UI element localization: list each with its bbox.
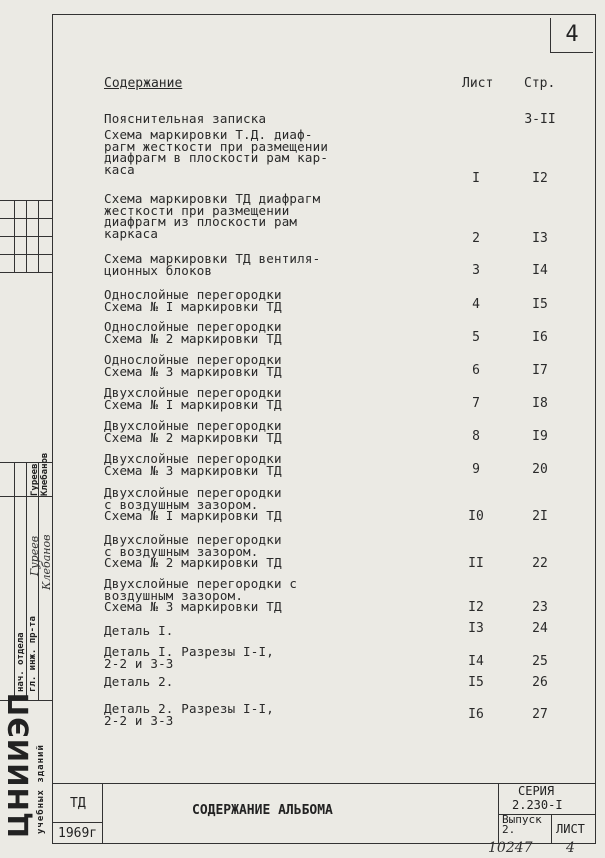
contents-entry: [104, 487, 354, 522]
entry-line: Схема маркировки Т.Д. диаф-: [104, 127, 313, 142]
sheet-label: ЛИСТ: [556, 822, 585, 836]
series-label: СЕРИЯ: [518, 784, 555, 798]
entry-sheet-number: 5: [472, 330, 480, 345]
entry-page-number: 3-II: [524, 112, 556, 127]
entry-sheet-number: 6: [472, 363, 480, 378]
entry-line: воздушным зазором.: [104, 587, 244, 603]
entry-page-number: I8: [532, 396, 548, 411]
entry-line: Деталь I. Разрезы I-I,: [104, 644, 274, 659]
document-code: ТД: [70, 796, 86, 811]
sheet-column-header: Лист: [462, 76, 494, 91]
organization-name: ЦНИИЭП: [2, 691, 35, 838]
entry-page-number: 2I: [532, 509, 548, 524]
entry-line: Деталь 2. Разрезы I-I,: [104, 701, 274, 716]
contents-entry: [104, 420, 354, 443]
issue-label-text: Выпуск: [502, 813, 542, 826]
entry-line: Пояснительная записка: [104, 111, 267, 126]
contents-entry: [104, 387, 354, 410]
entry-page-number: 27: [532, 707, 548, 722]
series-value: 2.230-I: [512, 798, 563, 812]
entry-sheet-number: I6: [468, 707, 484, 722]
page-column-header: Стр.: [524, 76, 556, 91]
entry-sheet-number: 4: [472, 297, 480, 312]
contents-entry: [104, 578, 354, 613]
entry-sheet-number: I4: [468, 654, 484, 669]
entry-sheet-number: 2: [472, 231, 480, 246]
role-chief-engineer: гл. инж. пр-та: [28, 616, 38, 692]
issue-label: [502, 815, 542, 835]
entry-line: Двухслойные перегородки: [104, 532, 282, 547]
contents-entry: [104, 676, 354, 688]
approval-strip: [0, 200, 52, 844]
organization-subtitle: учебных зданий: [36, 744, 46, 834]
entry-line: рагм жесткости при размещении: [104, 138, 329, 154]
entry-line: 2-2 и 3-3: [104, 655, 174, 671]
entry-line: Однослойные перегородки: [104, 287, 282, 302]
entry-line: Схема № I маркировки ТД: [104, 298, 282, 314]
entry-line: Двухслойные перегородки: [104, 451, 282, 466]
contents-entry: [104, 321, 354, 344]
entry-line: диафрагм в плоскости рам кар-: [104, 150, 329, 165]
entry-line: Схема № I маркировки ТД: [104, 396, 282, 412]
entry-page-number: I3: [532, 231, 548, 246]
entry-line: Схема № 2 маркировки ТД: [104, 330, 282, 346]
entry-sheet-number: 8: [472, 429, 480, 444]
role-head-of-department: нач. отдела: [16, 632, 26, 692]
entry-sheet-number: 7: [472, 396, 480, 411]
contents-entry: [104, 453, 354, 476]
entry-sheet-number: II: [468, 556, 484, 571]
entry-line: Схема № I маркировки ТД: [104, 508, 282, 523]
entry-line: Деталь I.: [104, 623, 174, 638]
entry-line: Схема № 3 маркировки ТД: [104, 363, 282, 379]
inventory-number: 10247: [488, 840, 533, 856]
page-number: 4: [550, 18, 593, 53]
name-gureev: Гуреев: [30, 463, 40, 496]
footer-sheet-number: 4: [566, 840, 575, 856]
contents-entry: [104, 625, 354, 637]
entry-line: диафрагм из плоскости рам: [104, 214, 298, 229]
entry-page-number: I7: [532, 363, 548, 378]
entry-sheet-number: I5: [468, 675, 484, 690]
entry-line: каса: [104, 161, 135, 177]
entry-page-number: 26: [532, 675, 548, 690]
entry-line: с воздушным зазором.: [104, 543, 259, 559]
entry-line: Схема № 3 маркировки ТД: [104, 599, 282, 614]
entry-line: ционных блоков: [104, 262, 213, 278]
entry-line: каркаса: [104, 225, 159, 241]
entry-page-number: I4: [532, 263, 548, 278]
contents-entry: [104, 703, 354, 726]
entry-line: Двухслойные перегородки с: [104, 576, 298, 591]
entry-line: Двухслойные перегородки: [104, 385, 282, 400]
entry-line: Схема № 2 маркировки ТД: [104, 555, 282, 570]
entry-line: Однослойные перегородки: [104, 319, 282, 334]
contents-entry: [104, 113, 354, 125]
entry-line: Схема маркировки ТД диафрагм: [104, 191, 321, 206]
entry-page-number: I5: [532, 297, 548, 312]
entry-sheet-number: I0: [468, 509, 484, 524]
album-title: СОДЕРЖАНИЕ АЛЬБОМА: [192, 803, 333, 818]
entry-page-number: 23: [532, 600, 548, 615]
entry-line: Схема № 3 маркировки ТД: [104, 462, 282, 478]
entry-sheet-number: I2: [468, 600, 484, 615]
entry-page-number: 25: [532, 654, 548, 669]
signature-klebanov: Клебанов: [40, 534, 53, 590]
entry-sheet-number: I: [472, 171, 480, 186]
entry-line: Деталь 2.: [104, 674, 174, 689]
entry-page-number: I6: [532, 330, 548, 345]
contents-entry: [104, 646, 354, 669]
entry-line: Схема маркировки ТД вентиля-: [104, 251, 321, 266]
entry-page-number: 24: [532, 621, 548, 636]
contents-entry: [104, 354, 354, 377]
entry-line: жесткости при размещении: [104, 202, 290, 218]
issue-value: 2.: [502, 823, 516, 836]
entry-sheet-number: I3: [468, 621, 484, 636]
contents-entry: [104, 193, 354, 239]
entry-line: Двухслойные перегородки: [104, 418, 282, 433]
entry-page-number: I9: [532, 429, 548, 444]
entry-page-number: 20: [532, 462, 548, 477]
entry-page-number: 22: [532, 556, 548, 571]
entry-line: Двухслойные перегородки: [104, 485, 282, 500]
contents-title: Содержание: [104, 76, 183, 91]
entry-line: Однослойные перегородки: [104, 352, 282, 367]
entry-page-number: I2: [532, 171, 548, 186]
signature-gureev: Гуреев: [28, 535, 41, 576]
name-klebanov: Клебанов: [40, 452, 50, 496]
document-year: 1969г: [58, 826, 98, 841]
contents-entry: [104, 534, 354, 569]
entry-line: с воздушным зазором.: [104, 496, 259, 512]
contents-entry: [104, 253, 354, 276]
entry-line: 2-2 и 3-3: [104, 712, 174, 728]
entry-line: Схема № 2 маркировки ТД: [104, 429, 282, 445]
contents-entry: [104, 129, 354, 175]
entry-sheet-number: 3: [472, 263, 480, 278]
contents-entry: [104, 289, 354, 312]
entry-sheet-number: 9: [472, 462, 480, 477]
